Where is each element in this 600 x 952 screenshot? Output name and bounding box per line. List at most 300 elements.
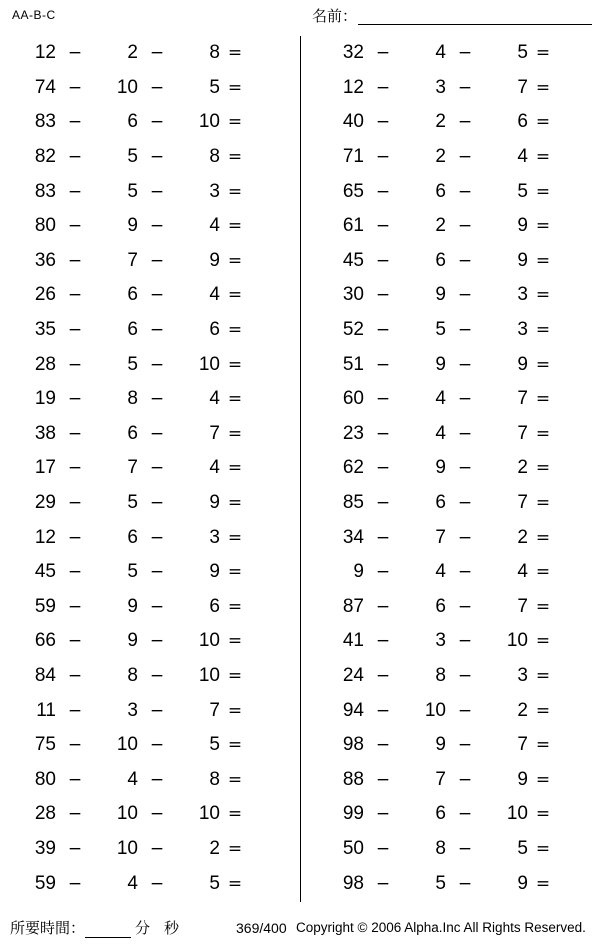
problem-row xyxy=(0,624,300,659)
minus-operator-icon: − xyxy=(67,735,83,756)
operand-3: 10 xyxy=(198,111,220,133)
operand-3: 6 xyxy=(209,319,220,341)
equals-operator-icon: = xyxy=(227,216,243,237)
operand-1: 29 xyxy=(34,492,56,514)
page-count: 369/400 xyxy=(236,920,287,936)
operand-1: 88 xyxy=(342,768,364,790)
operand-3: 2 xyxy=(209,837,220,859)
operand-1: 84 xyxy=(34,664,56,686)
operand-3: 7 xyxy=(517,422,528,444)
operand-1: 12 xyxy=(34,526,56,548)
operand-2: 4 xyxy=(127,872,138,894)
minus-operator-icon: − xyxy=(67,804,83,825)
minus-operator-icon: − xyxy=(375,423,391,444)
minus-operator-icon: − xyxy=(149,423,165,444)
equals-operator-icon: = xyxy=(535,700,551,721)
operand-2: 9 xyxy=(435,353,446,375)
minus-operator-icon: − xyxy=(149,596,165,617)
minus-operator-icon: − xyxy=(375,562,391,583)
equals-operator-icon: = xyxy=(227,43,243,64)
equals-operator-icon: = xyxy=(227,493,243,514)
equals-operator-icon: = xyxy=(227,458,243,479)
problem-row xyxy=(0,278,300,313)
problem-row xyxy=(300,624,600,659)
operand-2: 8 xyxy=(435,664,446,686)
minus-operator-icon: − xyxy=(375,181,391,202)
minus-operator-icon: − xyxy=(149,769,165,790)
minus-operator-icon: − xyxy=(375,838,391,859)
operand-3: 5 xyxy=(517,837,528,859)
minus-operator-icon: − xyxy=(67,112,83,133)
operand-2: 9 xyxy=(435,284,446,306)
problem-row xyxy=(300,659,600,694)
problem-row xyxy=(300,762,600,797)
operand-1: 24 xyxy=(342,664,364,686)
minus-operator-icon: − xyxy=(457,181,473,202)
operand-1: 98 xyxy=(342,734,364,756)
equals-operator-icon: = xyxy=(535,423,551,444)
operand-1: 9 xyxy=(353,561,364,583)
problem-row xyxy=(0,244,300,279)
equals-operator-icon: = xyxy=(535,216,551,237)
operand-1: 28 xyxy=(34,803,56,825)
minus-operator-icon: − xyxy=(149,354,165,375)
operand-1: 87 xyxy=(342,595,364,617)
operand-3: 4 xyxy=(517,146,528,168)
operand-2: 6 xyxy=(127,284,138,306)
operand-2: 4 xyxy=(435,561,446,583)
problem-row xyxy=(300,590,600,625)
minus-operator-icon: − xyxy=(149,250,165,271)
copyright-notice: Copyright © 2006 Alpha.Inc All Rights Reserved. xyxy=(296,920,586,935)
operand-2: 9 xyxy=(435,457,446,479)
operand-2: 6 xyxy=(435,492,446,514)
equals-operator-icon: = xyxy=(227,735,243,756)
operand-1: 65 xyxy=(342,180,364,202)
problem-row xyxy=(0,693,300,728)
minus-operator-icon: − xyxy=(149,700,165,721)
minutes-unit-label: 分 xyxy=(135,919,151,937)
operand-1: 71 xyxy=(342,146,364,168)
minus-operator-icon: − xyxy=(149,804,165,825)
minus-operator-icon: − xyxy=(457,873,473,894)
operand-1: 52 xyxy=(342,319,364,341)
problem-row xyxy=(0,728,300,763)
minus-operator-icon: − xyxy=(67,423,83,444)
operand-3: 10 xyxy=(506,630,528,652)
minus-operator-icon: − xyxy=(67,250,83,271)
operand-1: 12 xyxy=(342,76,364,98)
equals-operator-icon: = xyxy=(227,804,243,825)
minus-operator-icon: − xyxy=(375,735,391,756)
operand-2: 3 xyxy=(435,630,446,652)
problem-row xyxy=(300,417,600,452)
problem-row xyxy=(0,105,300,140)
problem-row xyxy=(300,278,600,313)
problem-row xyxy=(300,693,600,728)
operand-2: 6 xyxy=(435,180,446,202)
minus-operator-icon: − xyxy=(67,181,83,202)
minus-operator-icon: − xyxy=(375,43,391,64)
minus-operator-icon: − xyxy=(457,838,473,859)
equals-operator-icon: = xyxy=(535,354,551,375)
problem-row xyxy=(300,209,600,244)
minutes-input-line[interactable] xyxy=(85,918,131,938)
equals-operator-icon: = xyxy=(535,77,551,98)
operand-3: 3 xyxy=(209,526,220,548)
operand-2: 9 xyxy=(127,630,138,652)
minus-operator-icon: − xyxy=(375,216,391,237)
problem-row xyxy=(300,313,600,348)
minus-operator-icon: − xyxy=(457,527,473,548)
problem-row xyxy=(300,797,600,832)
operand-1: 74 xyxy=(34,76,56,98)
minus-operator-icon: − xyxy=(67,665,83,686)
operand-3: 9 xyxy=(517,249,528,271)
seconds-unit-label: 秒 xyxy=(164,919,180,937)
equals-operator-icon: = xyxy=(535,527,551,548)
equals-operator-icon: = xyxy=(227,665,243,686)
operand-3: 8 xyxy=(209,42,220,64)
minus-operator-icon: − xyxy=(375,596,391,617)
equals-operator-icon: = xyxy=(535,250,551,271)
operand-2: 2 xyxy=(435,146,446,168)
minus-operator-icon: − xyxy=(67,873,83,894)
problem-row xyxy=(300,244,600,279)
operand-2: 8 xyxy=(127,664,138,686)
minus-operator-icon: − xyxy=(67,493,83,514)
minus-operator-icon: − xyxy=(67,562,83,583)
problem-row xyxy=(300,486,600,521)
operand-1: 85 xyxy=(342,492,364,514)
minus-operator-icon: − xyxy=(457,423,473,444)
operand-1: 75 xyxy=(34,734,56,756)
operand-1: 51 xyxy=(342,353,364,375)
minus-operator-icon: − xyxy=(457,354,473,375)
column-divider xyxy=(300,36,301,902)
operand-3: 7 xyxy=(517,734,528,756)
minus-operator-icon: − xyxy=(457,562,473,583)
operand-2: 4 xyxy=(435,388,446,410)
operand-1: 80 xyxy=(34,215,56,237)
operand-1: 19 xyxy=(34,388,56,410)
minus-operator-icon: − xyxy=(457,735,473,756)
operand-3: 7 xyxy=(517,76,528,98)
minus-operator-icon: − xyxy=(149,527,165,548)
operand-2: 9 xyxy=(435,734,446,756)
elapsed-time-group xyxy=(10,918,179,938)
minus-operator-icon: − xyxy=(375,285,391,306)
operand-1: 35 xyxy=(34,319,56,341)
operand-3: 10 xyxy=(198,353,220,375)
problem-row xyxy=(0,209,300,244)
operand-3: 4 xyxy=(517,561,528,583)
operand-3: 7 xyxy=(517,388,528,410)
operand-3: 3 xyxy=(209,180,220,202)
operand-1: 11 xyxy=(36,699,56,721)
operand-3: 5 xyxy=(209,872,220,894)
operand-1: 50 xyxy=(342,837,364,859)
operand-3: 3 xyxy=(517,319,528,341)
minus-operator-icon: − xyxy=(149,873,165,894)
minus-operator-icon: − xyxy=(149,43,165,64)
operand-3: 8 xyxy=(209,768,220,790)
problem-row xyxy=(0,71,300,106)
operand-2: 6 xyxy=(435,595,446,617)
equals-operator-icon: = xyxy=(535,181,551,202)
equals-operator-icon: = xyxy=(535,804,551,825)
problem-row xyxy=(300,382,600,417)
operand-1: 38 xyxy=(34,422,56,444)
minus-operator-icon: − xyxy=(67,77,83,98)
operand-2: 10 xyxy=(116,803,138,825)
problem-column-right xyxy=(300,34,600,914)
operand-1: 61 xyxy=(342,215,364,237)
operand-2: 6 xyxy=(127,422,138,444)
minus-operator-icon: − xyxy=(67,354,83,375)
operand-1: 66 xyxy=(34,630,56,652)
minus-operator-icon: − xyxy=(375,389,391,410)
operand-3: 6 xyxy=(209,595,220,617)
equals-operator-icon: = xyxy=(227,838,243,859)
operand-1: 28 xyxy=(34,353,56,375)
operand-2: 2 xyxy=(435,215,446,237)
problem-row xyxy=(300,728,600,763)
minus-operator-icon: − xyxy=(67,527,83,548)
minus-operator-icon: − xyxy=(375,354,391,375)
equals-operator-icon: = xyxy=(535,873,551,894)
minus-operator-icon: − xyxy=(67,285,83,306)
equals-operator-icon: = xyxy=(535,493,551,514)
minus-operator-icon: − xyxy=(457,804,473,825)
problem-row xyxy=(0,486,300,521)
operand-3: 5 xyxy=(517,42,528,64)
minus-operator-icon: − xyxy=(67,43,83,64)
operand-2: 7 xyxy=(127,457,138,479)
equals-operator-icon: = xyxy=(227,873,243,894)
operand-1: 39 xyxy=(34,837,56,859)
operand-2: 6 xyxy=(127,111,138,133)
problem-row xyxy=(300,451,600,486)
operand-2: 9 xyxy=(127,215,138,237)
worksheet-footer xyxy=(0,918,600,944)
minus-operator-icon: − xyxy=(149,389,165,410)
operand-1: 80 xyxy=(34,768,56,790)
minus-operator-icon: − xyxy=(149,216,165,237)
problem-row xyxy=(300,866,600,901)
minus-operator-icon: − xyxy=(457,43,473,64)
operand-3: 10 xyxy=(198,803,220,825)
operand-2: 5 xyxy=(127,561,138,583)
operand-3: 9 xyxy=(517,215,528,237)
operand-2: 5 xyxy=(435,319,446,341)
minus-operator-icon: − xyxy=(149,735,165,756)
operand-2: 7 xyxy=(127,249,138,271)
equals-operator-icon: = xyxy=(535,389,551,410)
operand-3: 10 xyxy=(198,630,220,652)
operand-3: 7 xyxy=(517,595,528,617)
operand-3: 5 xyxy=(517,180,528,202)
minus-operator-icon: − xyxy=(375,527,391,548)
operand-2: 10 xyxy=(424,699,446,721)
problem-row xyxy=(0,313,300,348)
equals-operator-icon: = xyxy=(227,250,243,271)
minus-operator-icon: − xyxy=(149,77,165,98)
operand-3: 10 xyxy=(506,803,528,825)
minus-operator-icon: − xyxy=(375,631,391,652)
operand-2: 8 xyxy=(435,837,446,859)
operand-1: 98 xyxy=(342,872,364,894)
problem-column-left xyxy=(0,34,300,914)
minus-operator-icon: − xyxy=(375,250,391,271)
operand-3: 5 xyxy=(209,734,220,756)
minus-operator-icon: − xyxy=(457,112,473,133)
minus-operator-icon: − xyxy=(457,216,473,237)
problem-row xyxy=(0,417,300,452)
minus-operator-icon: − xyxy=(67,389,83,410)
operand-2: 6 xyxy=(127,319,138,341)
operand-2: 5 xyxy=(127,353,138,375)
equals-operator-icon: = xyxy=(535,735,551,756)
operand-2: 3 xyxy=(435,76,446,98)
operand-3: 5 xyxy=(209,76,220,98)
operand-1: 41 xyxy=(342,630,364,652)
minus-operator-icon: − xyxy=(375,77,391,98)
operand-3: 2 xyxy=(517,457,528,479)
minus-operator-icon: − xyxy=(457,285,473,306)
operand-2: 6 xyxy=(435,249,446,271)
worksheet-header xyxy=(0,6,600,32)
operand-1: 60 xyxy=(342,388,364,410)
problem-row xyxy=(0,36,300,71)
name-input-line[interactable] xyxy=(358,6,592,25)
problem-row xyxy=(300,105,600,140)
operand-2: 7 xyxy=(435,768,446,790)
operand-3: 6 xyxy=(517,111,528,133)
operand-3: 4 xyxy=(209,215,220,237)
operand-1: 23 xyxy=(342,422,364,444)
equals-operator-icon: = xyxy=(535,596,551,617)
operand-1: 83 xyxy=(34,180,56,202)
equals-operator-icon: = xyxy=(535,562,551,583)
operand-2: 7 xyxy=(435,526,446,548)
equals-operator-icon: = xyxy=(535,285,551,306)
equals-operator-icon: = xyxy=(227,77,243,98)
operand-3: 4 xyxy=(209,457,220,479)
problem-row xyxy=(0,520,300,555)
minus-operator-icon: − xyxy=(149,665,165,686)
operand-3: 4 xyxy=(209,388,220,410)
problem-row xyxy=(0,797,300,832)
operand-1: 36 xyxy=(34,249,56,271)
equals-operator-icon: = xyxy=(535,458,551,479)
equals-operator-icon: = xyxy=(227,769,243,790)
operand-2: 4 xyxy=(435,42,446,64)
operand-3: 9 xyxy=(517,353,528,375)
operand-1: 99 xyxy=(342,803,364,825)
operand-1: 32 xyxy=(342,42,364,64)
equals-operator-icon: = xyxy=(227,147,243,168)
minus-operator-icon: − xyxy=(457,493,473,514)
worksheet-code: AA-B-C xyxy=(12,8,56,22)
operand-1: 26 xyxy=(34,284,56,306)
minus-operator-icon: − xyxy=(67,700,83,721)
operand-3: 7 xyxy=(517,492,528,514)
minus-operator-icon: − xyxy=(149,320,165,341)
operand-2: 4 xyxy=(435,422,446,444)
minus-operator-icon: − xyxy=(149,838,165,859)
equals-operator-icon: = xyxy=(227,527,243,548)
equals-operator-icon: = xyxy=(227,596,243,617)
equals-operator-icon: = xyxy=(227,423,243,444)
equals-operator-icon: = xyxy=(227,631,243,652)
problem-row xyxy=(300,140,600,175)
problem-row xyxy=(0,140,300,175)
operand-3: 7 xyxy=(209,422,220,444)
problem-row xyxy=(0,866,300,901)
operand-1: 12 xyxy=(34,42,56,64)
minus-operator-icon: − xyxy=(67,769,83,790)
operand-2: 2 xyxy=(127,42,138,64)
problem-row xyxy=(0,347,300,382)
minus-operator-icon: − xyxy=(67,458,83,479)
problem-row xyxy=(0,451,300,486)
equals-operator-icon: = xyxy=(227,700,243,721)
equals-operator-icon: = xyxy=(227,562,243,583)
minus-operator-icon: − xyxy=(67,838,83,859)
minus-operator-icon: − xyxy=(457,147,473,168)
problem-row xyxy=(0,555,300,590)
operand-1: 83 xyxy=(34,111,56,133)
problem-row xyxy=(300,555,600,590)
operand-2: 6 xyxy=(435,803,446,825)
operand-1: 34 xyxy=(342,526,364,548)
minus-operator-icon: − xyxy=(67,216,83,237)
operand-2: 9 xyxy=(127,595,138,617)
minus-operator-icon: − xyxy=(149,458,165,479)
equals-operator-icon: = xyxy=(227,320,243,341)
equals-operator-icon: = xyxy=(227,354,243,375)
equals-operator-icon: = xyxy=(535,631,551,652)
problem-row xyxy=(0,174,300,209)
minus-operator-icon: − xyxy=(149,181,165,202)
minus-operator-icon: − xyxy=(149,112,165,133)
equals-operator-icon: = xyxy=(227,389,243,410)
problem-row xyxy=(0,659,300,694)
minus-operator-icon: − xyxy=(375,493,391,514)
operand-3: 2 xyxy=(517,699,528,721)
equals-operator-icon: = xyxy=(535,147,551,168)
operand-2: 10 xyxy=(116,734,138,756)
minus-operator-icon: − xyxy=(375,873,391,894)
equals-operator-icon: = xyxy=(535,838,551,859)
minus-operator-icon: − xyxy=(375,804,391,825)
problem-row xyxy=(300,36,600,71)
minus-operator-icon: − xyxy=(149,285,165,306)
problem-row xyxy=(0,590,300,625)
equals-operator-icon: = xyxy=(227,112,243,133)
operand-2: 5 xyxy=(127,492,138,514)
minus-operator-icon: − xyxy=(457,389,473,410)
operand-2: 8 xyxy=(127,388,138,410)
minus-operator-icon: − xyxy=(457,77,473,98)
operand-3: 9 xyxy=(209,561,220,583)
minus-operator-icon: − xyxy=(375,147,391,168)
operand-3: 4 xyxy=(209,284,220,306)
equals-operator-icon: = xyxy=(535,112,551,133)
equals-operator-icon: = xyxy=(535,665,551,686)
minus-operator-icon: − xyxy=(457,700,473,721)
